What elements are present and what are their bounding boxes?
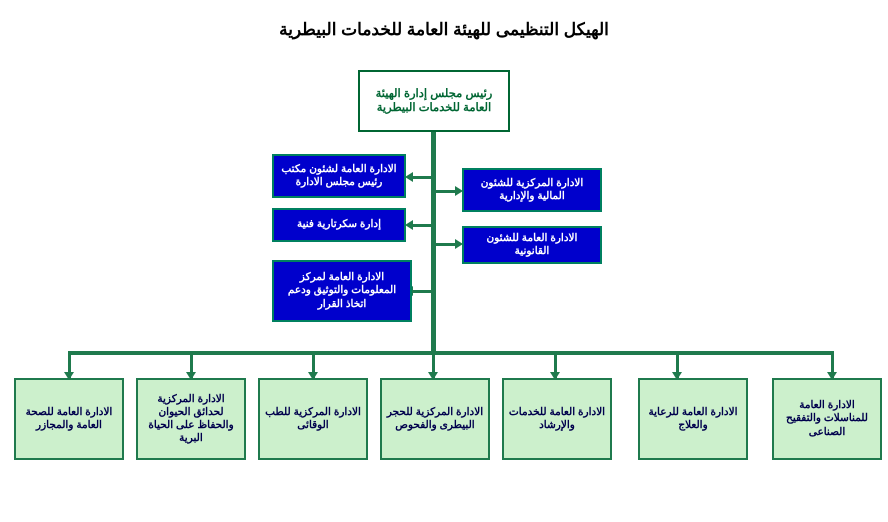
bottom-horizontal-bar <box>68 351 834 355</box>
node-bottom-6: الادارة العامة للرعاية والعلاج <box>638 378 748 460</box>
node-left-3: الادارة العامة لمركز المعلومات والتوثيق ودعم اتخاذ القرار <box>272 260 412 322</box>
connector-left-1 <box>413 176 433 179</box>
connector-left-3 <box>413 290 433 293</box>
node-bottom-7: الادارة العامة للمناسلات والتفقيح الصناعى <box>772 378 882 460</box>
node-left-1: الادارة العامة لشئون مكتب رئيس مجلس الادارة <box>272 154 406 198</box>
node-right-1: الادارة المركزية للشئون المالية والإدارية <box>462 168 602 212</box>
node-bottom-5: الادارة العامة للخدمات والإرشاد <box>502 378 612 460</box>
node-root: رئيس مجلس إدارة الهيئة العامة للخدمات البيطرية <box>358 70 510 132</box>
node-left-2: إدارة سكرتارية فنية <box>272 208 406 242</box>
node-right-2: الادارة العامة للشئون القانونية <box>462 226 602 264</box>
node-bottom-3: الادارة المركزية للطب الوقائى <box>258 378 368 460</box>
arrow-left-1 <box>405 172 413 182</box>
connector-left-2 <box>413 224 433 227</box>
node-bottom-4: الادارة المركزية للحجر البيطرى والفحوص <box>380 378 490 460</box>
node-bottom-1: الادارة العامة للصحة العامة والمجازر <box>14 378 124 460</box>
node-bottom-2: الادارة المركزية لحدائق الحيوان والحفاظ على الحياة البرية <box>136 378 246 460</box>
page-title: الهيكل التنظيمى للهيئة العامة للخدمات البيطرية <box>279 20 609 39</box>
arrow-left-2 <box>405 220 413 230</box>
